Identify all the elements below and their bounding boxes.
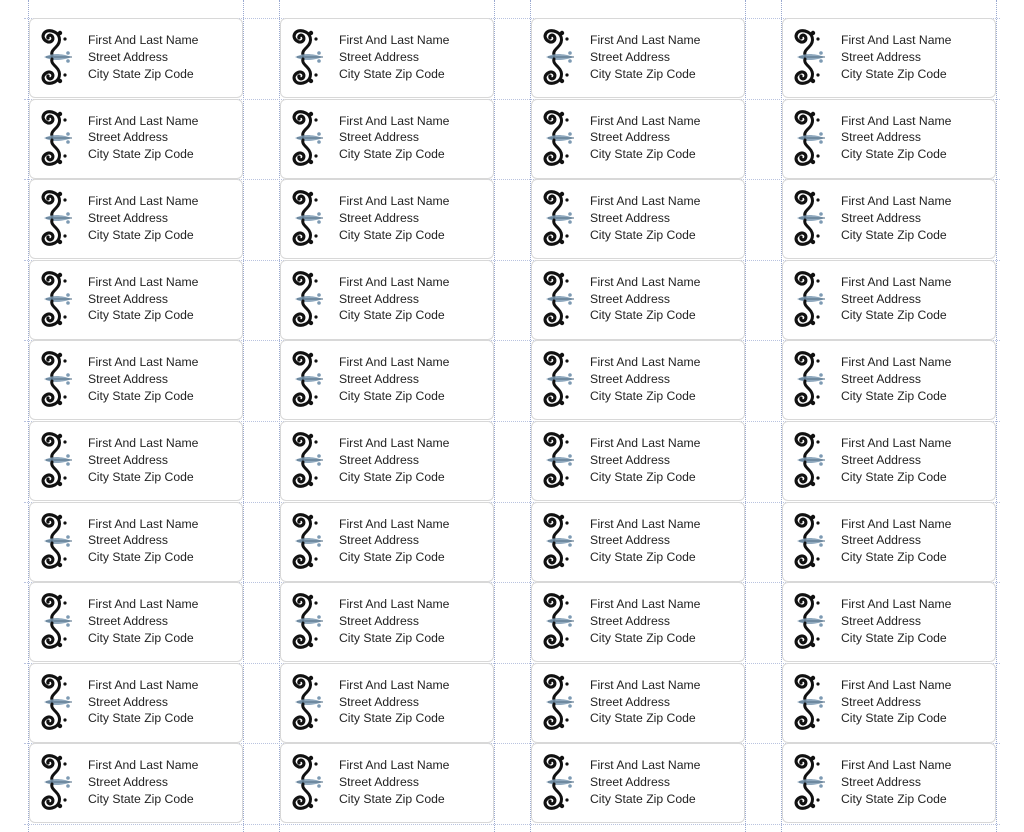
street-address: Street Address [88, 210, 168, 225]
gridline [745, 0, 746, 832]
street-address: Street Address [841, 49, 921, 64]
address-label [782, 743, 996, 823]
city-state-zip: City State Zip Code [590, 66, 696, 81]
scroll-flourish-icon [289, 672, 327, 732]
address-label [280, 582, 494, 662]
address-label [280, 502, 494, 582]
address-label [280, 743, 494, 823]
recipient-name: First And Last Name [88, 435, 199, 450]
city-state-zip: City State Zip Code [88, 147, 194, 162]
street-address: Street Address [88, 372, 168, 387]
address-label [782, 421, 996, 501]
address-block [88, 516, 198, 566]
address-label [531, 663, 745, 743]
gridline [494, 0, 495, 832]
gridline [24, 824, 1000, 825]
address-label [29, 18, 243, 98]
address-label [782, 99, 996, 179]
street-address: Street Address [590, 291, 670, 306]
address-label [29, 502, 243, 582]
recipient-name: First And Last Name [339, 597, 450, 612]
city-state-zip: City State Zip Code [88, 469, 194, 484]
city-state-zip: City State Zip Code [339, 388, 445, 403]
label-column-3 [531, 18, 745, 824]
address-label [531, 340, 745, 420]
address-block [841, 757, 951, 807]
address-block [339, 596, 449, 646]
address-block [590, 274, 700, 324]
recipient-name: First And Last Name [590, 274, 701, 289]
city-state-zip: City State Zip Code [841, 469, 947, 484]
scroll-flourish-icon [38, 511, 76, 571]
scroll-flourish-icon [540, 269, 578, 329]
address-label [29, 260, 243, 340]
city-state-zip: City State Zip Code [88, 308, 194, 323]
address-label [782, 582, 996, 662]
address-block [88, 596, 198, 646]
scroll-flourish-icon [289, 269, 327, 329]
city-state-zip: City State Zip Code [590, 550, 696, 565]
address-block [841, 677, 951, 727]
street-address: Street Address [841, 291, 921, 306]
recipient-name: First And Last Name [590, 113, 701, 128]
scroll-flourish-icon [38, 108, 76, 168]
street-address: Street Address [590, 130, 670, 145]
street-address: Street Address [841, 372, 921, 387]
address-label [782, 179, 996, 259]
scroll-flourish-icon [791, 752, 829, 812]
address-block [590, 516, 700, 566]
scroll-flourish-icon [289, 430, 327, 490]
city-state-zip: City State Zip Code [841, 388, 947, 403]
scroll-flourish-icon [540, 752, 578, 812]
address-block [88, 32, 198, 82]
street-address: Street Address [339, 49, 419, 64]
address-block [88, 193, 198, 243]
scroll-flourish-icon [791, 108, 829, 168]
street-address: Street Address [590, 452, 670, 467]
recipient-name: First And Last Name [339, 33, 450, 47]
street-address: Street Address [88, 130, 168, 145]
scroll-flourish-icon [791, 672, 829, 732]
street-address: Street Address [841, 533, 921, 548]
label-column-1 [29, 18, 243, 824]
address-block [841, 274, 951, 324]
address-label [29, 99, 243, 179]
scroll-flourish-icon [540, 591, 578, 651]
scroll-flourish-icon [540, 349, 578, 409]
recipient-name: First And Last Name [88, 677, 199, 692]
city-state-zip: City State Zip Code [841, 711, 947, 726]
label-column-2 [280, 18, 494, 824]
address-block [841, 596, 951, 646]
address-block [590, 193, 700, 243]
address-block [590, 596, 700, 646]
recipient-name: First And Last Name [339, 516, 450, 531]
city-state-zip: City State Zip Code [88, 791, 194, 806]
street-address: Street Address [590, 49, 670, 64]
scroll-flourish-icon [791, 430, 829, 490]
recipient-name: First And Last Name [88, 194, 199, 209]
street-address: Street Address [841, 694, 921, 709]
city-state-zip: City State Zip Code [339, 227, 445, 242]
street-address: Street Address [339, 452, 419, 467]
recipient-name: First And Last Name [590, 194, 701, 209]
scroll-flourish-icon [791, 511, 829, 571]
address-label [782, 340, 996, 420]
address-block [590, 32, 700, 82]
address-block [841, 354, 951, 404]
scroll-flourish-icon [38, 27, 76, 87]
street-address: Street Address [339, 210, 419, 225]
scroll-flourish-icon [540, 108, 578, 168]
city-state-zip: City State Zip Code [339, 550, 445, 565]
city-state-zip: City State Zip Code [339, 147, 445, 162]
scroll-flourish-icon [38, 672, 76, 732]
scroll-flourish-icon [289, 188, 327, 248]
street-address: Street Address [88, 533, 168, 548]
address-label [29, 179, 243, 259]
recipient-name: First And Last Name [88, 33, 199, 47]
address-block [590, 757, 700, 807]
address-label [29, 421, 243, 501]
recipient-name: First And Last Name [590, 677, 701, 692]
city-state-zip: City State Zip Code [590, 630, 696, 645]
address-block [339, 354, 449, 404]
address-block [590, 677, 700, 727]
recipient-name: First And Last Name [841, 274, 952, 289]
city-state-zip: City State Zip Code [339, 469, 445, 484]
street-address: Street Address [88, 775, 168, 790]
street-address: Street Address [590, 210, 670, 225]
address-block [88, 354, 198, 404]
street-address: Street Address [339, 372, 419, 387]
street-address: Street Address [339, 130, 419, 145]
street-address: Street Address [88, 291, 168, 306]
recipient-name: First And Last Name [841, 33, 952, 47]
city-state-zip: City State Zip Code [590, 711, 696, 726]
scroll-flourish-icon [540, 511, 578, 571]
gridline [996, 0, 997, 832]
street-address: Street Address [339, 694, 419, 709]
address-label [29, 582, 243, 662]
street-address: Street Address [88, 613, 168, 628]
address-label [782, 502, 996, 582]
gridline [243, 0, 244, 832]
address-label [531, 582, 745, 662]
city-state-zip: City State Zip Code [88, 550, 194, 565]
scroll-flourish-icon [38, 591, 76, 651]
recipient-name: First And Last Name [88, 113, 199, 128]
recipient-name: First And Last Name [841, 597, 952, 612]
scroll-flourish-icon [289, 349, 327, 409]
street-address: Street Address [88, 694, 168, 709]
city-state-zip: City State Zip Code [88, 227, 194, 242]
street-address: Street Address [841, 130, 921, 145]
address-block [88, 274, 198, 324]
city-state-zip: City State Zip Code [841, 66, 947, 81]
street-address: Street Address [590, 533, 670, 548]
street-address: Street Address [841, 452, 921, 467]
recipient-name: First And Last Name [88, 274, 199, 289]
address-label [280, 179, 494, 259]
address-block [841, 32, 951, 82]
recipient-name: First And Last Name [590, 758, 701, 773]
recipient-name: First And Last Name [339, 677, 450, 692]
address-label [280, 340, 494, 420]
recipient-name: First And Last Name [339, 355, 450, 370]
street-address: Street Address [339, 291, 419, 306]
recipient-name: First And Last Name [841, 113, 952, 128]
recipient-name: First And Last Name [88, 597, 199, 612]
city-state-zip: City State Zip Code [88, 388, 194, 403]
recipient-name: First And Last Name [841, 435, 952, 450]
address-block [339, 274, 449, 324]
recipient-name: First And Last Name [590, 355, 701, 370]
street-address: Street Address [841, 613, 921, 628]
address-label [531, 421, 745, 501]
city-state-zip: City State Zip Code [841, 630, 947, 645]
recipient-name: First And Last Name [339, 274, 450, 289]
address-block [841, 516, 951, 566]
address-label [782, 663, 996, 743]
street-address: Street Address [841, 210, 921, 225]
recipient-name: First And Last Name [590, 435, 701, 450]
street-address: Street Address [590, 694, 670, 709]
address-block [88, 677, 198, 727]
scroll-flourish-icon [540, 188, 578, 248]
recipient-name: First And Last Name [590, 516, 701, 531]
scroll-flourish-icon [540, 430, 578, 490]
street-address: Street Address [339, 613, 419, 628]
recipient-name: First And Last Name [339, 194, 450, 209]
address-label [531, 743, 745, 823]
scroll-flourish-icon [791, 188, 829, 248]
address-label [29, 663, 243, 743]
city-state-zip: City State Zip Code [590, 147, 696, 162]
address-label [782, 260, 996, 340]
scroll-flourish-icon [791, 27, 829, 87]
street-address: Street Address [339, 533, 419, 548]
address-block [339, 435, 449, 485]
recipient-name: First And Last Name [841, 516, 952, 531]
address-label [280, 99, 494, 179]
recipient-name: First And Last Name [339, 435, 450, 450]
city-state-zip: City State Zip Code [841, 147, 947, 162]
address-label [531, 179, 745, 259]
recipient-name: First And Last Name [841, 758, 952, 773]
scroll-flourish-icon [289, 511, 327, 571]
city-state-zip: City State Zip Code [841, 791, 947, 806]
label-column-4 [782, 18, 996, 824]
scroll-flourish-icon [791, 349, 829, 409]
address-block [339, 516, 449, 566]
scroll-flourish-icon [38, 430, 76, 490]
scroll-flourish-icon [540, 672, 578, 732]
scroll-flourish-icon [289, 27, 327, 87]
address-label [29, 743, 243, 823]
address-label [531, 99, 745, 179]
address-block [841, 193, 951, 243]
address-block [339, 757, 449, 807]
scroll-flourish-icon [791, 269, 829, 329]
scroll-flourish-icon [289, 591, 327, 651]
city-state-zip: City State Zip Code [339, 630, 445, 645]
city-state-zip: City State Zip Code [841, 550, 947, 565]
address-label [531, 502, 745, 582]
street-address: Street Address [590, 372, 670, 387]
city-state-zip: City State Zip Code [339, 308, 445, 323]
scroll-flourish-icon [38, 269, 76, 329]
scroll-flourish-icon [38, 349, 76, 409]
scroll-flourish-icon [791, 591, 829, 651]
city-state-zip: City State Zip Code [88, 711, 194, 726]
city-state-zip: City State Zip Code [590, 388, 696, 403]
city-state-zip: City State Zip Code [339, 66, 445, 81]
address-block [88, 435, 198, 485]
city-state-zip: City State Zip Code [590, 227, 696, 242]
scroll-flourish-icon [540, 27, 578, 87]
street-address: Street Address [339, 775, 419, 790]
street-address: Street Address [841, 775, 921, 790]
address-block [339, 677, 449, 727]
recipient-name: First And Last Name [590, 33, 701, 47]
recipient-name: First And Last Name [339, 113, 450, 128]
city-state-zip: City State Zip Code [590, 469, 696, 484]
city-state-zip: City State Zip Code [841, 227, 947, 242]
address-block [590, 113, 700, 163]
address-label [280, 18, 494, 98]
recipient-name: First And Last Name [339, 758, 450, 773]
street-address: Street Address [88, 452, 168, 467]
address-block [590, 354, 700, 404]
address-label [531, 18, 745, 98]
address-block [339, 113, 449, 163]
address-block [841, 435, 951, 485]
scroll-flourish-icon [38, 188, 76, 248]
recipient-name: First And Last Name [88, 355, 199, 370]
address-label [280, 260, 494, 340]
address-label [280, 663, 494, 743]
street-address: Street Address [590, 775, 670, 790]
street-address: Street Address [590, 613, 670, 628]
address-block [339, 32, 449, 82]
city-state-zip: City State Zip Code [590, 791, 696, 806]
scroll-flourish-icon [38, 752, 76, 812]
city-state-zip: City State Zip Code [841, 308, 947, 323]
recipient-name: First And Last Name [88, 758, 199, 773]
city-state-zip: City State Zip Code [339, 711, 445, 726]
address-label [280, 421, 494, 501]
scroll-flourish-icon [289, 752, 327, 812]
recipient-name: First And Last Name [88, 516, 199, 531]
address-label [782, 18, 996, 98]
recipient-name: First And Last Name [841, 677, 952, 692]
city-state-zip: City State Zip Code [88, 630, 194, 645]
recipient-name: First And Last Name [841, 194, 952, 209]
recipient-name: First And Last Name [841, 355, 952, 370]
address-block [88, 757, 198, 807]
city-state-zip: City State Zip Code [88, 66, 194, 81]
address-block [590, 435, 700, 485]
address-block [841, 113, 951, 163]
street-address: Street Address [88, 49, 168, 64]
address-label [531, 260, 745, 340]
address-block [88, 113, 198, 163]
city-state-zip: City State Zip Code [339, 791, 445, 806]
address-block [339, 193, 449, 243]
city-state-zip: City State Zip Code [590, 308, 696, 323]
recipient-name: First And Last Name [590, 597, 701, 612]
address-label [29, 340, 243, 420]
scroll-flourish-icon [289, 108, 327, 168]
